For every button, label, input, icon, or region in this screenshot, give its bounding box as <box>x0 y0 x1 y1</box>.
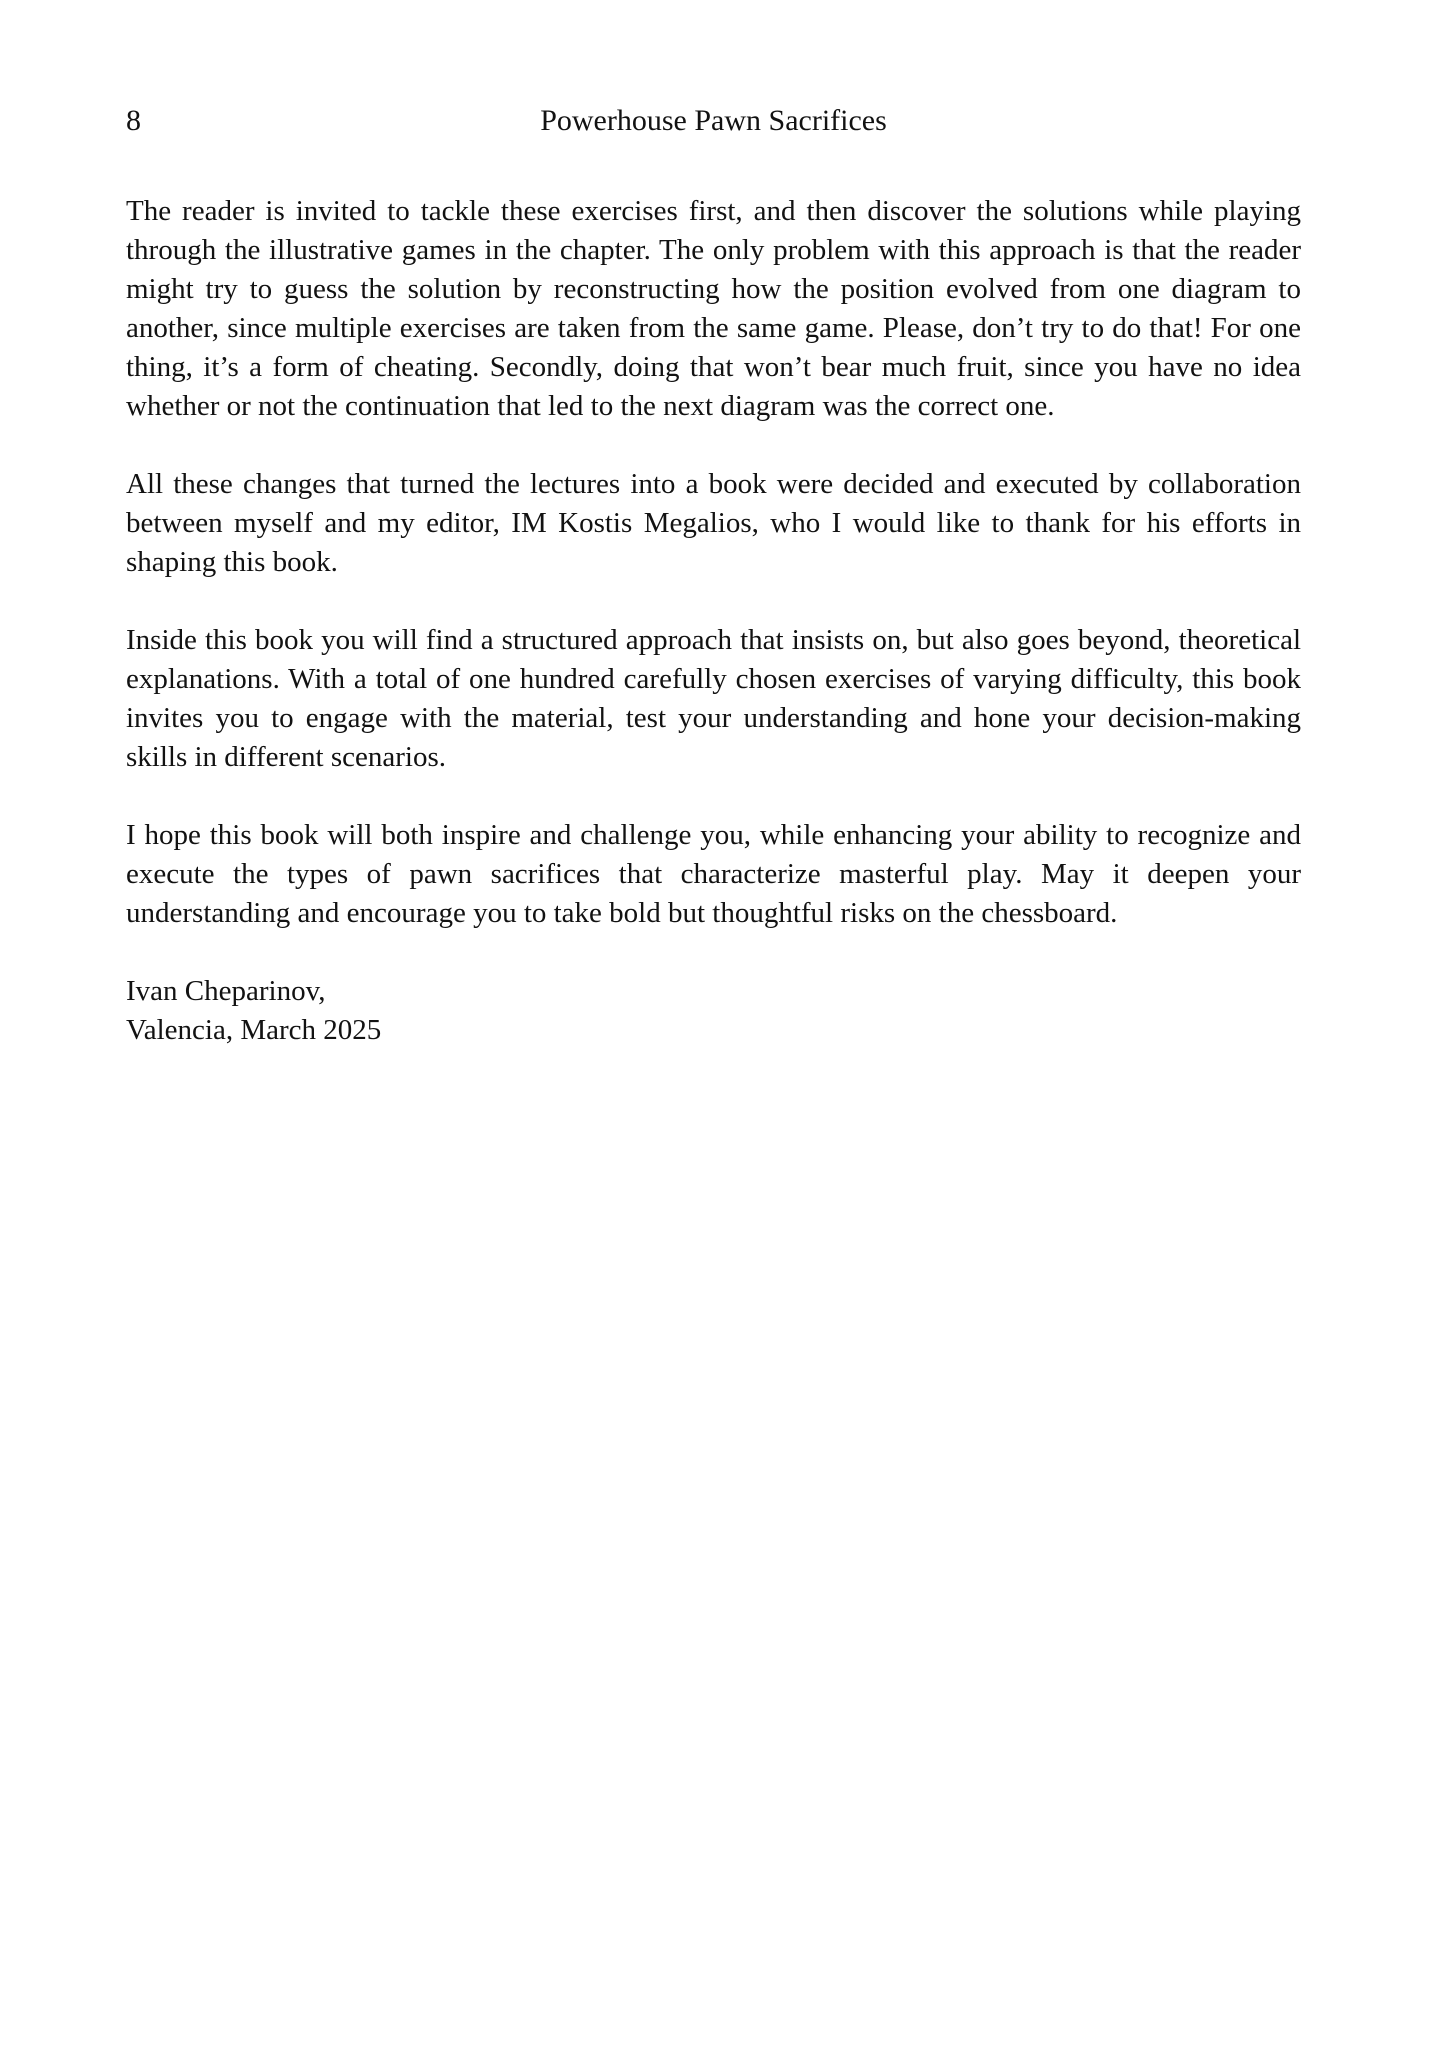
signature-block <box>126 972 1301 1050</box>
signature-place-date: Valencia, March 2025 <box>126 1014 382 1046</box>
signature-name: Ivan Cheparinov, <box>126 975 326 1007</box>
paragraph-1: The reader is invited to tackle these exercises first, and then discover the solutions while playing through the illustrative games in the chapter. The only problem with this approach is that the reader might try to guess the solution by reconstructing how the position evolved from one diagram to another, since multiple exercises are taken from the same game. Please, don’t try to do that! For one thing, it’s a form of cheating. Secondly, doing that won’t bear much fruit, since you have no idea whether or not the continuation that led to the next diagram was the correct one. <box>126 195 1301 422</box>
paragraph-4: I hope this book will both inspire and challenge you, while enhancing your ability to recognize and execute the types of pawn sacrifices that characterize masterful play. May it deepen your understanding and encourage you to take bold but thoughtful risks on the chessboard. <box>126 819 1301 929</box>
page-number: 8 <box>126 104 141 137</box>
paragraph-2: All these changes that turned the lectures into a book were decided and executed by collaboration between myself and my editor, IM Kostis Megalios, who I would like to thank for his efforts in shaping this book. <box>126 468 1301 578</box>
running-title: Powerhouse Pawn Sacrifices <box>540 104 887 137</box>
page-header <box>126 101 1301 140</box>
page-body <box>126 192 1301 1050</box>
paragraph-3: Inside this book you will find a structured approach that insists on, but also goes beyond, theoretical explanations. With a total of one hundred carefully chosen exercises of varying difficulty, this book invites you to engage with the material, test your understanding and hone your decision-making skills in different scenarios. <box>126 624 1301 773</box>
